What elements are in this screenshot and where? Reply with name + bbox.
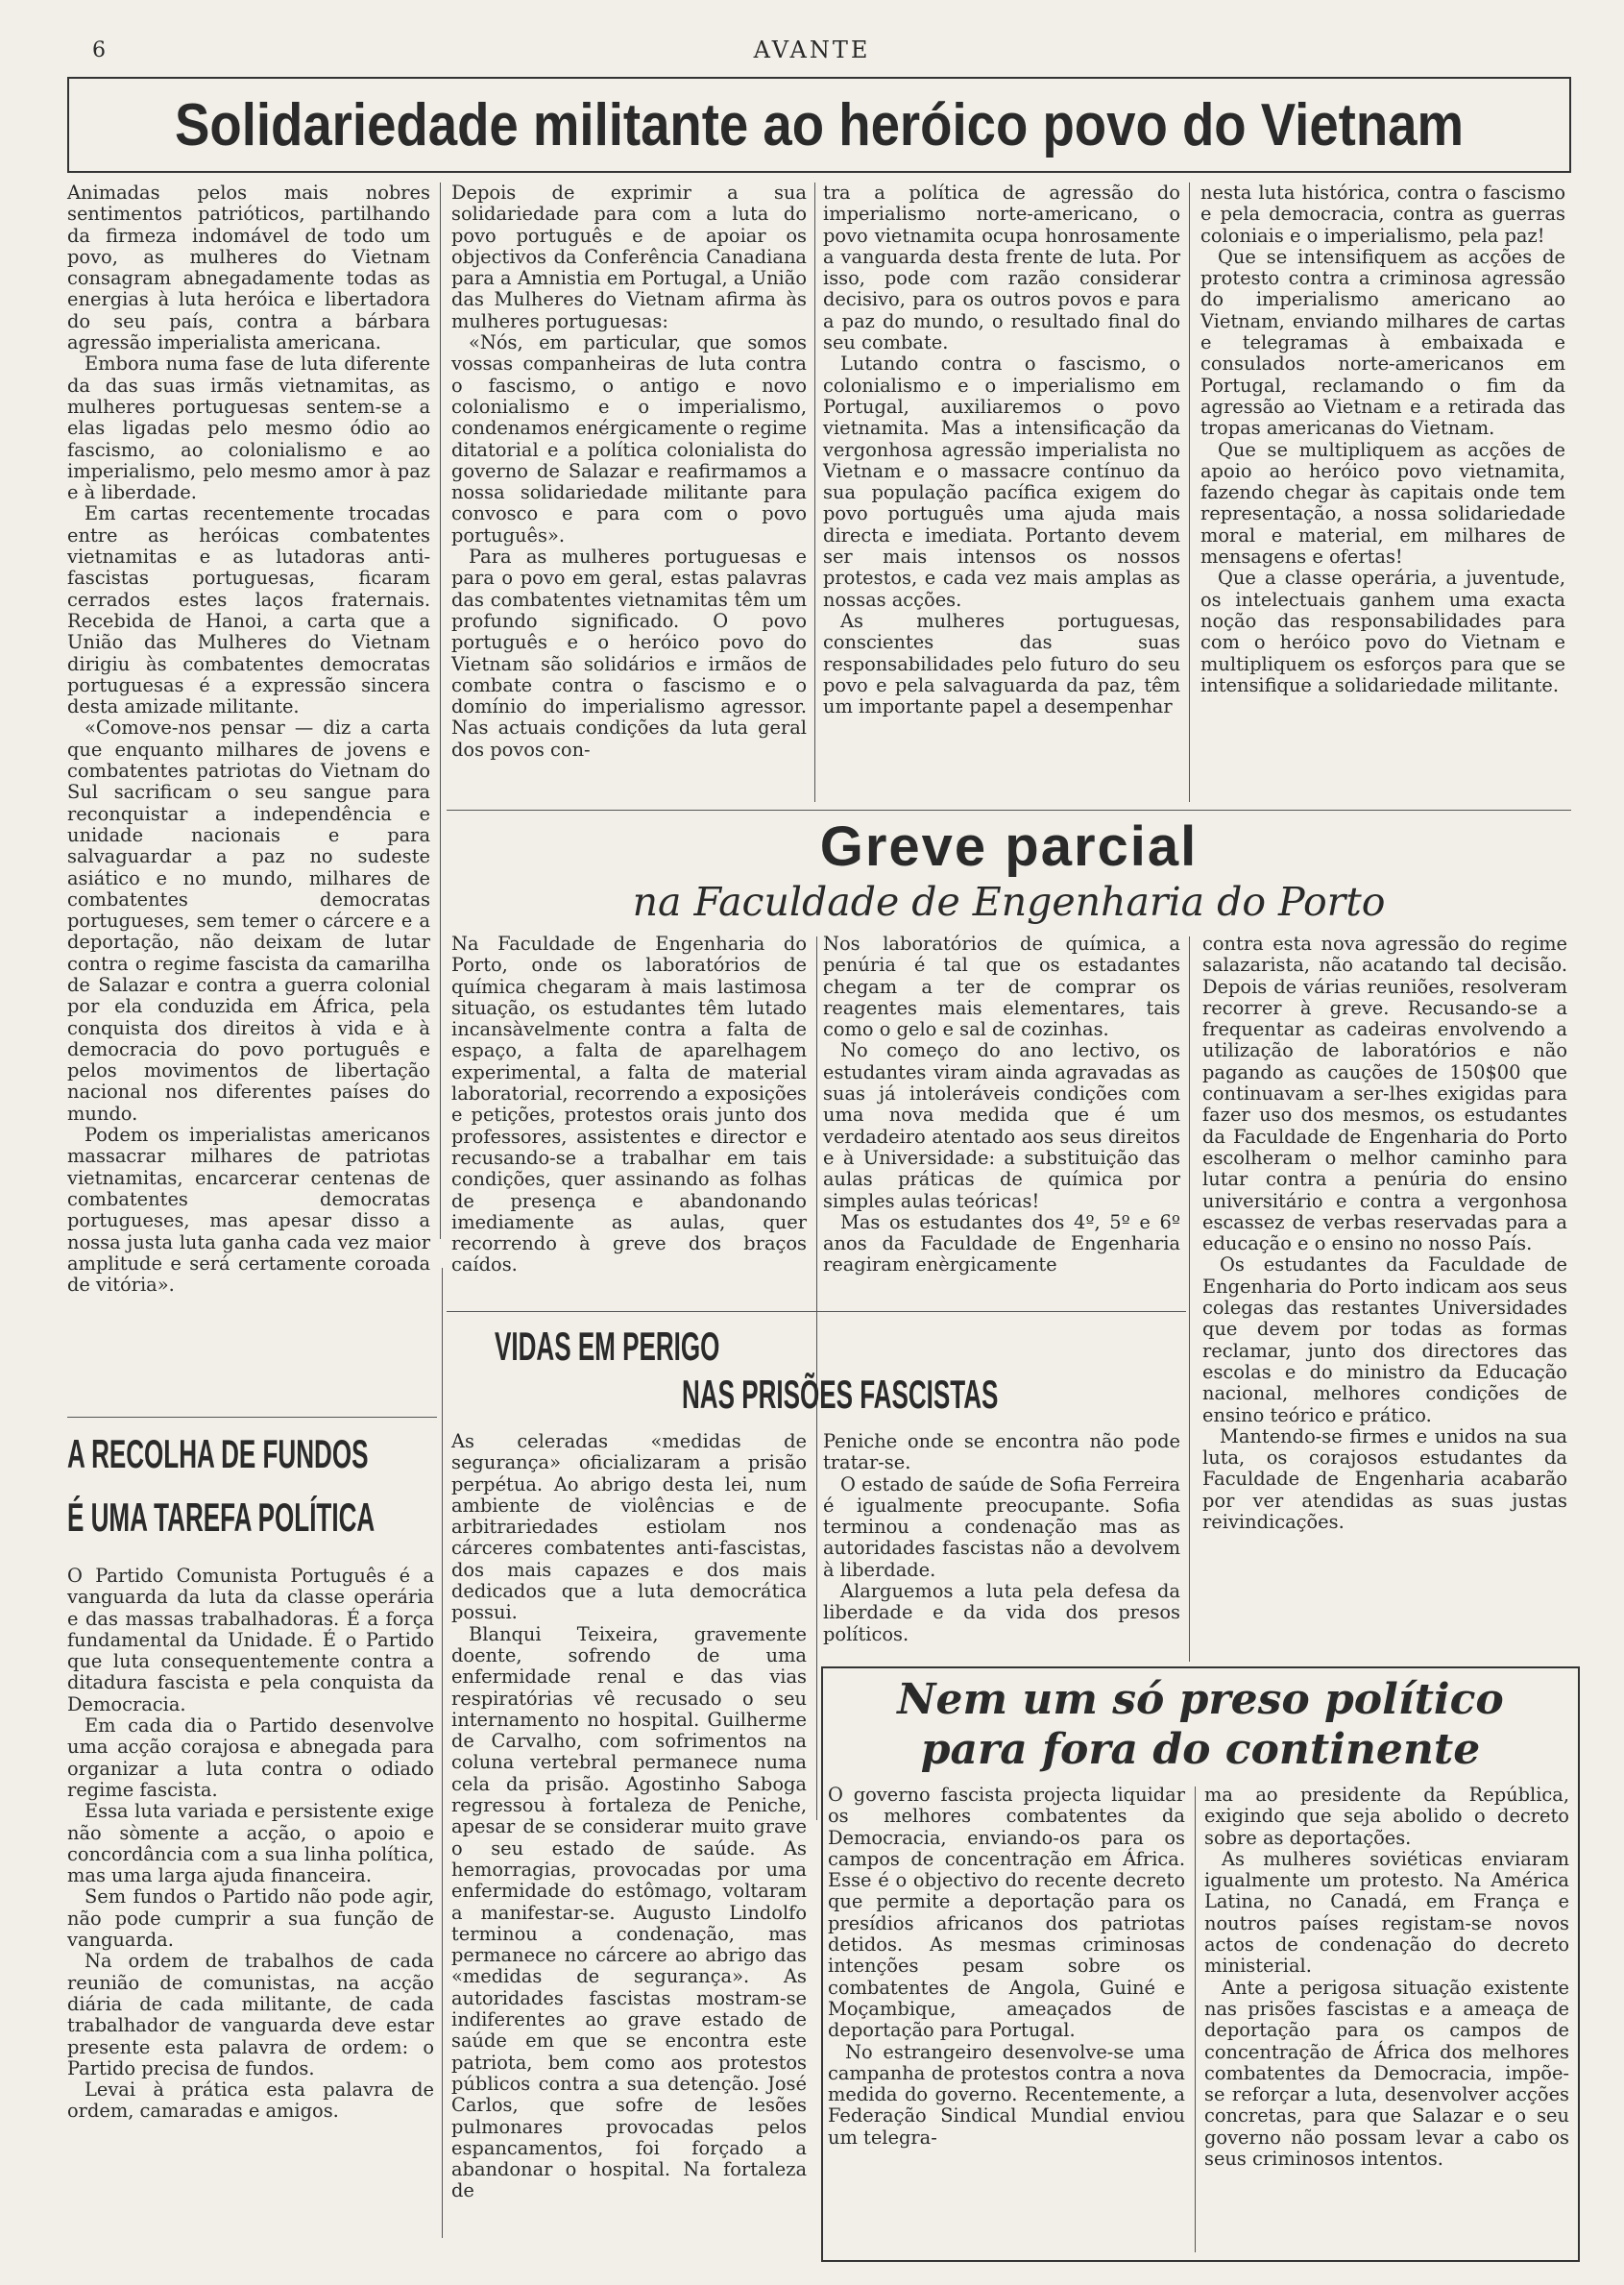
article-paragraph: Peniche onde se encontra não pode tratar-se. <box>823 1430 1180 1474</box>
greve-col-3 <box>1202 934 1567 1533</box>
greve-col-2 <box>823 934 1180 1276</box>
article-paragraph: Que se intensifiquem as acções de protesto contra a criminosa agressão do imperialismo americano ao Vietnam, enviando milhares de cartas e telegramas à embaixada e consulados norte-americanos em Portugal, reclamando o fim da agressão ao Vietnam e a retirada das tropas americanas do Vietnam. <box>1200 245 1565 440</box>
solidariedade-col-2 <box>451 182 807 761</box>
article-paragraph: Embora numa fase de luta diferente da das suas irmãs vietnamitas, as mulheres portuguesas sentem-se a elas ligadas pelo mesmo ódio ao fascismo, ao colonialismo e ao imperialismo, pelo mesmo amor à paz e à liberdade. <box>67 352 430 504</box>
page-number: 6 <box>92 38 106 62</box>
column-rule <box>1195 1787 1196 2252</box>
article-paragraph: Levai à prática esta palavra de ordem, camaradas e amigos. <box>67 2078 434 2123</box>
article-paragraph: O Partido Comunista Português é a vanguarda da luta da classe operária e das massas trabalhadoras. É a força fundamental da Unidade. É o Partido que luta consequentemente contra a ditadura fascista e pela conquista da Democracia. <box>67 1565 434 1715</box>
main-headline: Solidariedade militante ao heróico povo do Vietnam <box>174 91 1465 158</box>
solidariedade-col-1 <box>67 182 430 1296</box>
article-paragraph: ma ao presidente da República, exigindo que seja abolido o decreto sobre as deportações. <box>1204 1784 1569 1849</box>
nem-col-1 <box>828 1785 1185 2149</box>
article-paragraph: O governo fascista projecta liquidar os melhores combatentes da Democracia, enviando-os para os campos de concentração em África. Esse é o objectivo do recente decreto que permite a deportação para os presídios africanos dos patriotas detidos. As mesmas criminosas intenções pesam sobre os combatentes de Angola, Guiné e Moçambique, ameaçados de deportação para Portugal. <box>828 1784 1185 2042</box>
article-paragraph: Em cartas recentemente trocadas entre as heróicas combatentes vietnamitas e as lutadoras anti-fascistas portuguesas, ficaram cerrados estes laços fraternais. Recebida de Hanoi, a carta que a União das Mulheres do Vietnam dirigiu às combatentes democratas portuguesas é a expressão sincera desta amizade militante. <box>67 502 430 718</box>
column-rule <box>1189 936 1190 1662</box>
article-paragraph: Para as mulheres portuguesas e para o povo em geral, estas palavras das combatentes vietnamitas têm um profundo significado. O povo português e o heróico povo do Vietnam são solidários e irmãos de combate contra o fascismo e o domínio do imperialismo agressor. Nas actuais condições da luta geral dos povos con- <box>451 546 807 761</box>
article-paragraph: Animadas pelos mais nobres sentimentos patrióticos, partilhando da firmeza indomável de todo um povo, as mulheres do Vietnam consagram abnegadamente todas as energias à luta heróica e libertadora do seu país, contra a bárbara agressão imperialista americana. <box>67 182 430 354</box>
article-paragraph: nesta luta histórica, contra o fascismo e pela democracia, contra as guerras coloniais e o imperialismo, pela paz! <box>1200 182 1565 247</box>
article-paragraph: Mas os estudantes dos 4º, 5º e 6º anos da Faculdade de Engenharia reagiram enèrgicamente <box>823 1210 1180 1276</box>
vidas-col-1 <box>451 1431 807 2202</box>
article-paragraph: Lutando contra o fascismo, o colonialismo e o imperialismo em Portugal, auxiliaremos o povo vietnamita. Mas a intensificação da vergonhosa agressão imperialista no Vietnam e o massacre contínuo da sua população pacífica exigem do povo português uma ajuda mais directa e imediata. Portanto devem ser mais intensos os nossos protestos, e cada vez mais amplas as nossas acções. <box>823 352 1180 611</box>
article-paragraph: As mulheres soviéticas enviaram igualmente um protesto. Na América Latina, no Canadá, em França e noutros países registam-se novos actos de condenação do decreto ministerial. <box>1204 1847 1569 1978</box>
greve-headline-1: Greve parcial <box>819 815 1199 878</box>
article-paragraph: Essa luta variada e persistente exige não sòmente a acção, o apoio e concordância com a sua linha política, mas uma larga ajuda financeira. <box>67 1800 434 1887</box>
column-rule <box>814 182 815 802</box>
article-paragraph: No estrangeiro desenvolve-se uma campanha de protestos contra a nova medida do governo. Recentemente, a Federação Sindical Mundial enviou um telegra- <box>828 2040 1185 2149</box>
article-paragraph: Na Faculdade de Engenharia do Porto, onde os laboratórios de química chegaram à mais lastimosa situação, os estudantes têm lutado incansàvelmente contra a falta de espaço, a falta de aparelhagem experimental, a falta de material laboratorial, recorrendo a exposições e petições, protestos orais junto dos professores, assistentes e director e recusando-se a trabalhar em tais condições, quer assinando as folhas de presença e abandonando imediamente as aulas, quer recorrendo à greve dos braços caídos. <box>451 933 807 1276</box>
article-paragraph: Ante a perigosa situação existente nas prisões fascistas e a ameaça de deportação para os campos de concentração de África dos melhores combatentes da Democracia, impõe-se reforçar a luta, desenvolver acções concretas, para que Salazar e o seu governo não possam levar a cabo os seus criminosos intentos. <box>1204 1976 1569 2171</box>
article-paragraph: As mulheres portuguesas, conscientes das suas responsabilidades pelo futuro do seu povo e pela salvaguarda da paz, têm um importante papel a desempenhar <box>823 609 1180 718</box>
article-paragraph: Os estudantes da Faculdade de Engenharia do Porto indicam aos seus colegas das restantes Universidades que devem por todas as formas reclamar, junto dos directores das escolas e do ministro da Educação nacional, melhores condições de ensino teórico e prático. <box>1202 1253 1567 1426</box>
article-paragraph: Na ordem de trabalhos de cada reunião de comunistas, na acção diária de cada militante, de cada trabalhador de vanguarda deve estar presente esta palavra de ordem: o Partido precisa de fundos. <box>67 1950 434 2079</box>
section-rule <box>67 1417 437 1418</box>
article-paragraph: Em cada dia o Partido desenvolve uma acção corajosa e abnegada para organizar a luta contra o odiado regime fascista. <box>67 1714 434 1801</box>
article-paragraph: O estado de saúde de Sofia Ferreira é igualmente preocupante. Sofia terminou a condenação mas as autoridades fascistas não a devolvem à liberdade. <box>823 1472 1180 1581</box>
article-paragraph: No começo do ano lectivo, os estudantes viram ainda agravadas as suas já intoleráveis condições com uma nova medida que é um verdadeiro atentado aos seus direitos e à Universidade: a substituição das aulas práticas de química por simples aulas teóricas! <box>823 1039 1180 1212</box>
solidariedade-col-4 <box>1200 182 1565 696</box>
column-rule <box>442 1268 443 2238</box>
article-paragraph: Mantendo-se firmes e unidos na sua luta, os corajosos estudantes da Faculdade de Engenharia acabarão por ver atendidas as suas justas reivindicações. <box>1202 1424 1567 1534</box>
article-paragraph: As celeradas «medidas de segurança» oficializaram a prisão perpétua. Ao abrigo desta lei, num ambiente de violências e de arbitrariedades estiolam nos cárceres combatentes anti-fascistas, dos mais capazes e dos mais dedicados que a luta democrática possui. <box>451 1430 807 1624</box>
article-paragraph: Alarguemos a luta pela defesa da liberdade e da vida dos presos políticos. <box>823 1580 1180 1645</box>
nem-headline-2: para fora do continente <box>920 1725 1481 1774</box>
greve-headline-2: na Faculdade de Engenharia do Porto <box>632 879 1386 925</box>
vidas-headline-1: VIDAS EM PERIGO <box>495 1324 720 1369</box>
vidas-headline-2: NAS PRISÕES FASCISTAS <box>682 1372 999 1417</box>
greve-col-1 <box>451 934 807 1276</box>
nem-headline-1: Nem um só preso político <box>897 1675 1504 1724</box>
column-rule <box>440 182 441 1239</box>
nem-col-2 <box>1204 1785 1569 2170</box>
article-paragraph: tra a política de agressão do imperialismo norte-americano, o povo vietnamita ocupa honrosamente a vanguarda desta frente de luta. Por isso, pode com razão considerar decisivo, para os outros povos e para a paz do mundo, o resultado final do seu combate. <box>823 182 1180 354</box>
article-paragraph: Depois de exprimir a sua solidariedade para com a luta do povo português e de apoiar os objectivos da Conferência Canadiana para a Amnistia em Portugal, a União das Mulheres do Vietnam afirma às mulheres portuguesas: <box>451 182 807 332</box>
article-paragraph: Que a classe operária, a juventude, os intelectuais ganhem uma exacta noção das responsabilidades para com o heróico povo do Vietnam e multipliquem os esforços para que se intensifique a solidariedade militante. <box>1200 567 1565 696</box>
section-rule <box>447 1311 1186 1312</box>
vidas-col-2 <box>823 1431 1180 1645</box>
column-rule <box>1189 182 1190 802</box>
recolha-headline-1: A RECOLHA DE FUNDOS <box>67 1431 369 1476</box>
article-paragraph: «Nós, em particular, que somos vossas companheiras de luta contra o fascismo, o antigo e novo colonialismo e o imperialismo, condenamos enérgicamente o regime ditatorial e a política colonialista do governo de Salazar e reafirmamos a nossa solidariedade militante para convosco e para com o povo português». <box>451 331 807 547</box>
section-rule <box>447 810 1571 811</box>
article-paragraph: Podem os imperialistas americanos massacrar milhares de patriotas vietnamitas, encarcerar centenas de combatentes democratas portugueses, mas apesar disso a nossa justa luta ganha cada vez maior amplitude e será certamente coroada de vitória». <box>67 1124 430 1297</box>
article-paragraph: Nos laboratórios de química, a penúria é tal que os estadantes chegam a ter de comprar os reagentes mais elementares, tais como o gelo e sal de cozinhas. <box>823 933 1180 1041</box>
article-paragraph: «Comove-nos pensar — diz a carta que enquanto milhares de jovens e combatentes patriotas do Vietnam do Sul sacrificam o seu sangue para reconquistar a independência e unidade nacionais e para salvaguardar a paz no sudeste asiático e no mundo, milhares de combatentes democratas portugueses, sem temer o cárcere e a deportação, não deixam de lutar contra o regime fascista da camarilha de Salazar e contra a guerra colonial por ela conduzida em África, pela conquista dos direitos à vida e à democracia do povo português e pelos movimentos de libertação nacional nos diferentes países do mundo. <box>67 717 430 1125</box>
recolha-body <box>67 1566 434 2123</box>
article-paragraph: Que se multipliquem as acções de apoio ao heróico povo vietnamita, fazendo chegar às capitais onde tem representação, a nossa solidariedade moral e material, em milhares de mensagens e ofertas! <box>1200 438 1565 569</box>
solidariedade-col-3 <box>823 182 1180 717</box>
article-paragraph: contra esta nova agressão do regime salazarista, não acatando tal decisão. Depois de várias reuniões, resolveram recorrer à greve. Recusando-se a frequentar as cadeiras envolvendo a utilização de laboratórios e não pagando as cauções de 150$00 que continuavam a ser-lhes exigidas para fazer uso dos mesmos, os estudantes da Faculdade de Engenharia do Porto escolheram o melhor caminho para lutar contra a penúria do ensino universitário e contra a vergonhosa escassez de verbas reservadas para a educação e o ensino no nosso País. <box>1202 933 1567 1255</box>
article-paragraph: Blanqui Teixeira, gravemente doente, sofrendo de uma enfermidade renal e das vias respiratórias vê recusado o seu internamento no hospital. Guilherme de Carvalho, com sofrimentos na coluna vertebral permanece numa cela da prisão. Agostinho Saboga regressou à fortaleza de Peniche, apesar de se considerar muito grave o seu estado de saúde. As hemorragias, provocadas por uma enfermidade do estômago, voltaram a manifestar-se. Augusto Lindolfo terminou a condenação, mas permanece no cárcere ao abrigo das «medidas de segurança». As autoridades fascistas mostram-se indiferentes ao grave estado de saúde em que se encontra este patriota, bem como aos protestos públicos contra a sua detenção. José Carlos, que sofre de lesões pulmonares provocadas pelos espancamentos, foi forçado a abandonar o hospital. Na fortaleza de <box>451 1622 807 2202</box>
masthead: AVANTE <box>753 36 871 63</box>
article-paragraph: Sem fundos o Partido não pode agir, não pode cumprir a sua função de vanguarda. <box>67 1885 434 1952</box>
recolha-headline-2: É UMA TAREFA POLÍTICA <box>67 1495 376 1540</box>
